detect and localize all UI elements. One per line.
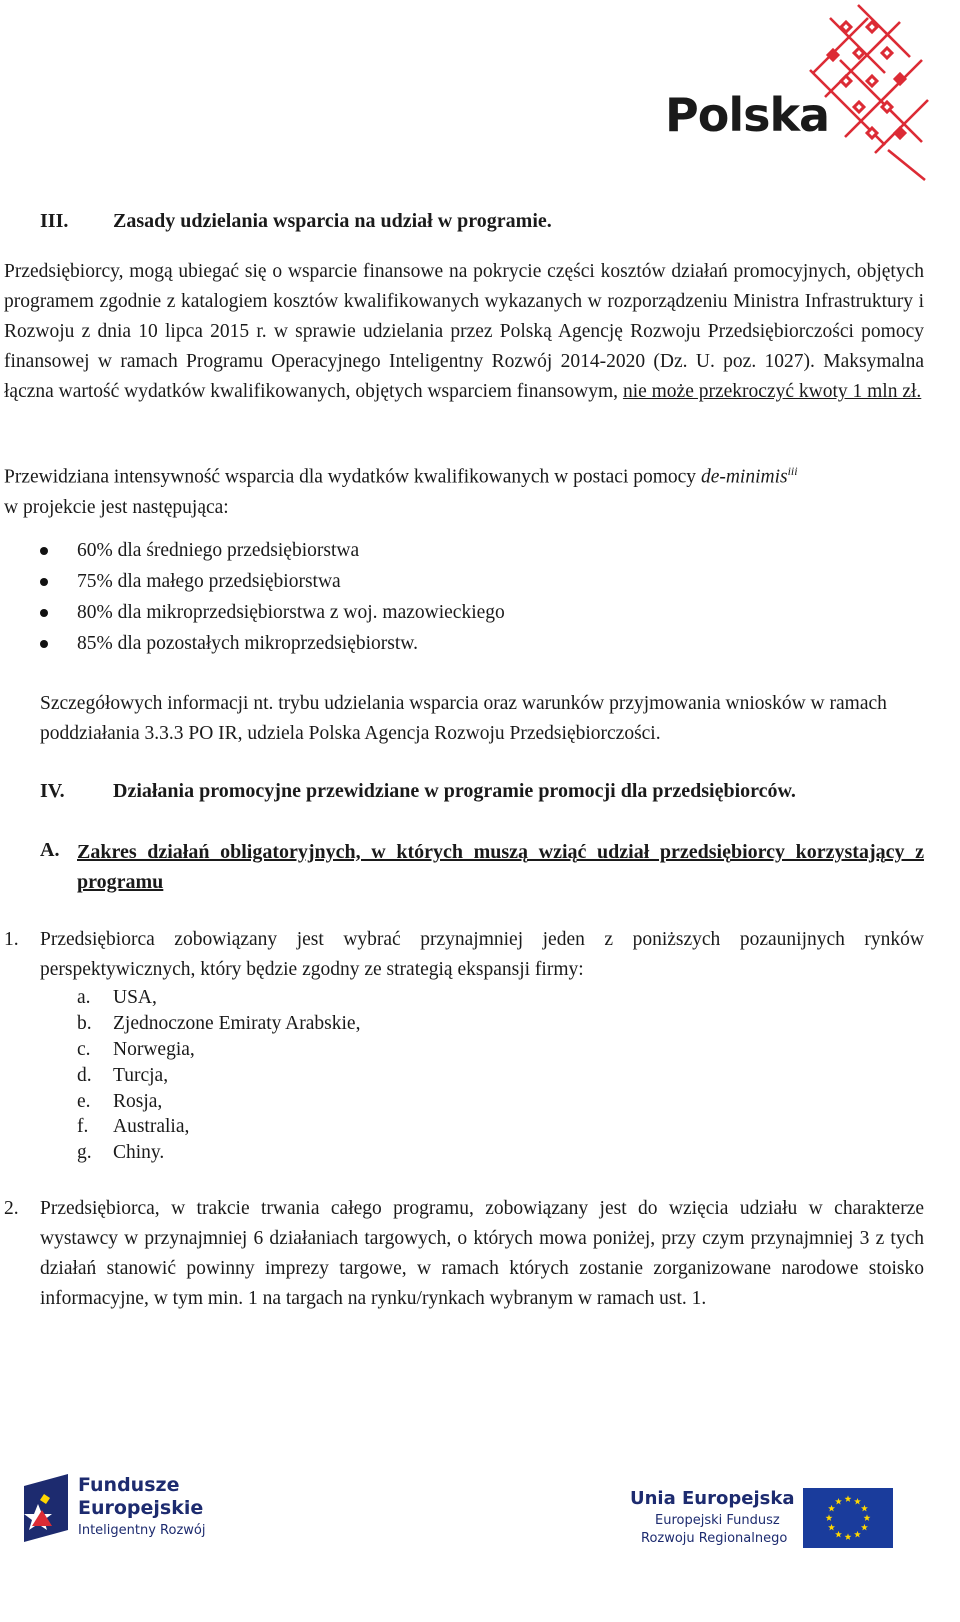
bullet-icon: [40, 578, 48, 586]
item-2-number: 2.: [4, 1198, 19, 1219]
market-item: [77, 1063, 168, 1089]
subsection-a-letter: A.: [40, 839, 60, 861]
item-2-text: Przedsiębiorca, w trakcie trwania całego programu, zobowiązany jest do wzięcia udziału w charakterze wystawcy w przynajmniej 6 działaniach targowych, o których mowa poniżej, przy czym przynajmniej 3 z tych działań stanowić powinny imprezy targowe, w ramach których zostanie zorganizowane narodowe stoisko informacyjne, w tym min. 1 na targach na rynku/rynkach wybranym w ramach ust. 1.: [40, 1198, 924, 1309]
market-item: [77, 1114, 189, 1140]
ue-subtitle-line-1: Europejski Fundusz: [655, 1513, 780, 1528]
section-3-number: III.: [40, 210, 69, 232]
fe-title-line-1: Fundusze: [78, 1474, 180, 1496]
fe-title-line-2: Europejskie: [78, 1497, 204, 1519]
bullet-text: 80% dla mikroprzedsiębiorstwa z woj. mazowieckiego: [77, 602, 505, 623]
paragraph-2-text-a: Przewidziana intensywność wsparcia dla wydatków kwalifikowanych w postaci pomocy: [4, 466, 701, 488]
section-3-paragraph-1: [4, 257, 924, 407]
fe-star-icon: [20, 1470, 72, 1552]
bullet-text: 85% dla pozostałych mikroprzedsiębiorstw.: [77, 633, 418, 654]
ue-subtitle-line-2: Rozwoju Regionalnego: [641, 1531, 788, 1546]
market-name: Norwegia,: [113, 1039, 195, 1060]
market-name: Turcja,: [113, 1065, 169, 1086]
fundusze-europejskie-logo: [20, 1468, 260, 1558]
market-name: Chiny.: [113, 1142, 165, 1163]
paragraph-1-text: Przedsiębiorcy, mogą ubiegać się o wsparcie finansowe na pokrycie części kosztów działań promocyjnych, objętych programem zgodnie z katalogiem kosztów kwalifikowanych wykazanych w rozporządzeniu Ministra Infrastruktury i Rozwoju z dnia 10 lipca 2015 r. w sprawie udzielania przez Polską Agencję Rozwoju Przedsiębiorczości pomocy finansowej w ramach Programu Operacyjnego Inteligentny Rozwój 2014-2020 (Dz. U. poz. 1027). Maksymalna łączna wartość wydatków kwalifikowanych, objętych wsparciem finansowym,: [4, 261, 924, 402]
paragraph-2-text-b: w projekcie jest następująca:: [4, 496, 229, 518]
market-letter: d.: [77, 1065, 92, 1086]
market-name: Australia,: [113, 1116, 190, 1137]
market-letter: b.: [77, 1013, 92, 1034]
section-4-number: IV.: [40, 780, 65, 802]
section-3-paragraph-3: Szczegółowych informacji nt. trybu udzielania wsparcia oraz warunków przyjmowania wniosków w ramach poddziałania 3.3.3 PO IR, udziela Polska Agencja Rozwoju Przedsiębiorczości.: [40, 693, 887, 744]
polska-logo: [660, 0, 940, 185]
market-letter: a.: [77, 987, 91, 1008]
market-item: [77, 1037, 195, 1063]
market-letter: f.: [77, 1116, 89, 1137]
ue-title: Unia Europejska: [630, 1488, 795, 1509]
unia-europejska-logo: [625, 1484, 905, 1554]
section-3-paragraph-2: [4, 456, 924, 523]
market-letter: c.: [77, 1039, 91, 1060]
de-minimis-term: de-minimis: [700, 466, 788, 488]
market-item: [77, 1140, 164, 1166]
market-letter: g.: [77, 1142, 92, 1163]
bullet-icon: [40, 609, 48, 617]
bullet-icon: [40, 640, 48, 648]
market-name: Rosja,: [113, 1091, 163, 1112]
section-3-title: Zasady udzielania wsparcia na udział w programie.: [113, 210, 552, 232]
market-name: Zjednoczone Emiraty Arabskie,: [113, 1013, 361, 1034]
market-letter: e.: [77, 1091, 91, 1112]
footnote-ref: iii: [787, 464, 798, 478]
section-4-title: Działania promocyjne przewidziane w programie promocji dla przedsiębiorców.: [113, 780, 796, 802]
subsection-a-title: Zakres działań obligatoryjnych, w których muszą wziąć udział przedsiębiorcy korzystający z programu: [77, 841, 924, 893]
market-item: [77, 985, 157, 1011]
bullet-icon: [40, 547, 48, 555]
eu-flag-icon: [803, 1488, 893, 1548]
item-1-text: Przedsiębiorca zobowiązany jest wybrać przynajmniej jeden z poniższych pozaunijnych rynków perspektywicznych, który będzie zgodny ze strategią ekspansji firmy:: [40, 929, 924, 980]
market-item: [77, 1089, 162, 1115]
market-item: [77, 1011, 360, 1037]
fe-subtitle: Inteligentny Rozwój: [78, 1523, 206, 1538]
max-value-underlined: nie może przekroczyć kwoty 1 mln zł.: [622, 381, 922, 402]
item-1-number: 1.: [4, 929, 19, 950]
polska-wordmark: Polska: [665, 88, 830, 142]
bullet-text: 75% dla małego przedsiębiorstwa: [77, 571, 341, 592]
market-name: USA,: [113, 987, 157, 1008]
bullet-text: 60% dla średniego przedsiębiorstwa: [77, 540, 360, 561]
